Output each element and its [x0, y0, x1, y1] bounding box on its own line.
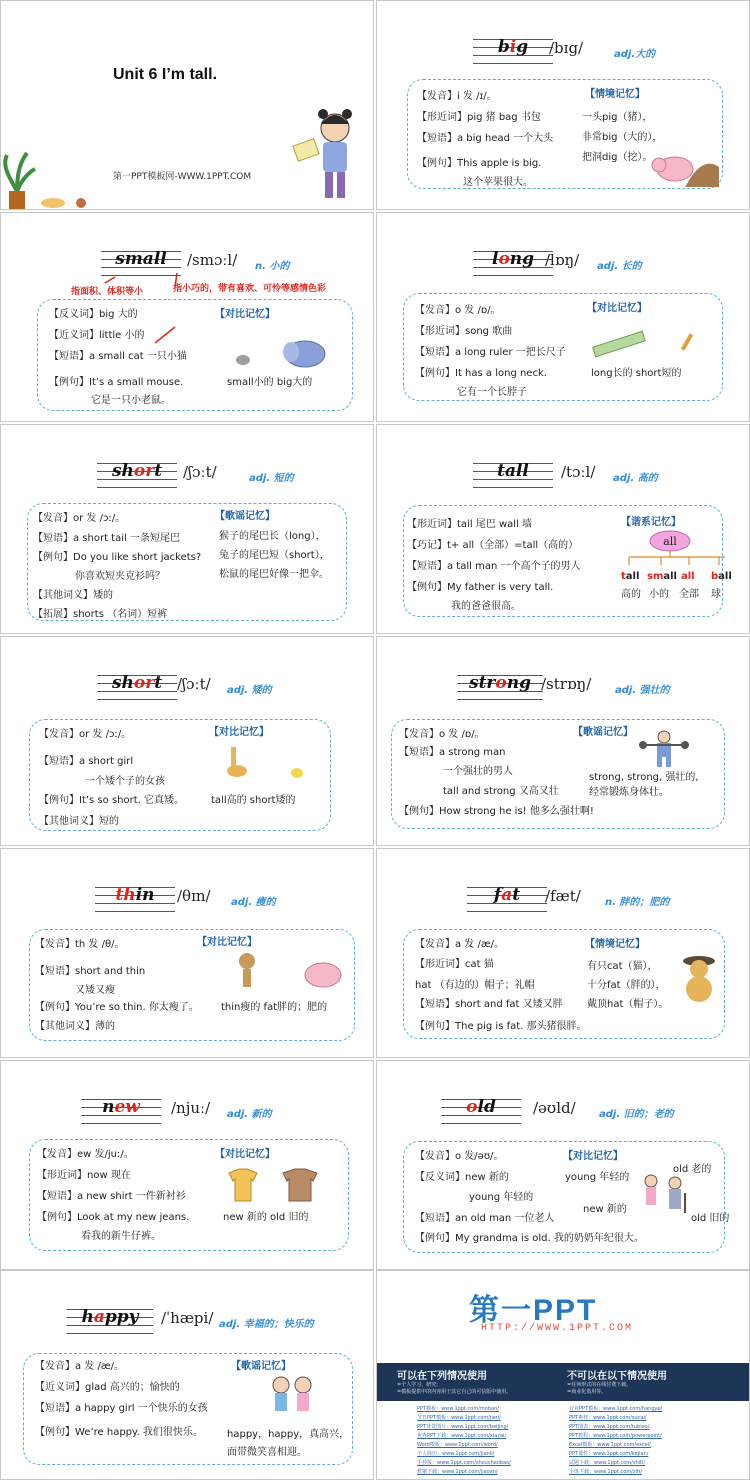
contrast-labels: long长的 short短的: [591, 368, 682, 379]
phonetic: /tɔːl/: [561, 463, 596, 481]
row-phrase: 【短语】a short tail 一条短尾巴: [33, 533, 180, 544]
link-right-3[interactable]: PPT教程：www.1ppt.com/powerpoint/: [569, 1433, 662, 1439]
row-pronunciation: 【发音】o 发 /ɒ/。: [399, 729, 485, 740]
label-contrast-memory: 【对比记忆】: [587, 303, 647, 314]
row-trick: 【巧记】t+ all（全部）=tall（高的）: [407, 540, 579, 551]
brand-logo: 第一PPT: [469, 1294, 598, 1327]
part-of-speech: adj. 短的: [249, 473, 294, 484]
word-short: short: [111, 461, 163, 481]
row-phrase: 【短语】an old man 一位老人: [415, 1213, 555, 1224]
phrase-translation: 又矮又瘦: [75, 985, 115, 996]
contrast-labels: thin瘦的 fat胖的；肥的: [221, 1002, 328, 1013]
word-tall: tall: [497, 461, 529, 481]
slide-thin[interactable]: [0, 848, 374, 1058]
row-other-meaning: 【其他词义】短的: [39, 816, 119, 827]
weightlifter-illustration: [639, 727, 689, 769]
row-similar: 【形近词】tail 尾巴 wall 墙: [407, 519, 533, 530]
row-pronunciation: 【发音】or 发 /ɔː/。: [33, 513, 126, 524]
row-extension: 【拓展】shorts （名词）短裤: [33, 609, 168, 620]
word-heading: [473, 459, 553, 489]
contrast-labels: tall高的 short矮的: [211, 795, 296, 806]
row-phrase: 【短语】a new shirt 一件新衬衫: [37, 1191, 186, 1202]
label-rhyme-memory: 【歌谣记忆】: [573, 727, 633, 738]
row-phrase: 【短语】short and thin: [35, 966, 146, 977]
rhyme-line-3: 松鼠的尾巴好像一把伞。: [219, 569, 329, 580]
label-scenario-memory: 【情境记忆】: [585, 89, 645, 100]
example-translation: 我的爸爸很高。: [451, 601, 521, 612]
row-similar: 【形近词】song 歌曲: [415, 326, 513, 337]
phonetic: /ʃɔːt/: [177, 675, 211, 693]
row-phrase: 【短语】a small cat 一只小猫: [49, 351, 187, 362]
memory-line-3: 戴顶hat（帽子）。: [587, 999, 669, 1010]
row-example: 【例句】Look at my new jeans.: [37, 1212, 190, 1223]
word-heading: [473, 247, 553, 277]
label-rhyme-memory: 【歌谣记忆】: [231, 1361, 291, 1372]
row-phrase: 【短语】a long ruler 一把长尺子: [415, 347, 566, 358]
phrase-translation: 一个矮个子的女孩: [85, 776, 165, 787]
phrase-2: tall and strong 又高又壮: [443, 786, 559, 797]
link-left-2[interactable]: PPT背景图片：www.1ppt.com/beijing/: [417, 1424, 509, 1430]
forbidden-line-2: =商业化盗用等。: [567, 1389, 607, 1395]
word-fat: fat: [493, 885, 521, 905]
phonetic: /bɪg/: [549, 39, 584, 57]
slide-small[interactable]: [0, 212, 374, 422]
girl-reading-illustration: [291, 106, 371, 206]
row-similar: 【形近词】cat 猫: [415, 959, 494, 970]
rhyme-line-1: 猴子的尾巴长（long），: [219, 531, 326, 542]
link-left-4[interactable]: Word模板：www.1ppt.com/word/: [417, 1442, 498, 1448]
link-right-7[interactable]: 字体下载：www.1ppt.com/ziti/: [569, 1469, 642, 1475]
family-word-tall: tall: [621, 571, 640, 582]
rhyme-line-2: 面带微笑喜相迎。: [227, 1447, 307, 1458]
row-example: 【例句】My grandma is old. 我的奶奶年纪很大。: [415, 1233, 644, 1244]
allowed-line-2: =模板提供中的内容用于其它自己的可信版中使用。: [397, 1389, 512, 1395]
brand-url[interactable]: HTTP://WWW.1PPT.COM: [481, 1323, 634, 1334]
contrast-new: new 新的: [583, 1204, 627, 1215]
row-pronunciation: 【发音】or 发 /ɔː/。: [39, 729, 132, 740]
family-meaning-1: 小的: [649, 589, 669, 600]
row-phrase: 【短语】a short girl: [39, 756, 134, 767]
slide-old[interactable]: [376, 1060, 750, 1270]
word-big: big: [497, 37, 529, 57]
part-of-speech: adj. 新的: [227, 1109, 272, 1120]
contrast-labels: small小的 big大的: [227, 377, 313, 388]
slide-big[interactable]: [376, 0, 750, 210]
memory-line-2: 非常big（大的），: [582, 132, 663, 143]
allowed-line-1: =个人学习、研究;: [397, 1382, 438, 1388]
rhyme-line-2: 经常锻炼身体壮。: [589, 787, 669, 798]
row-similar: 【形近词】pig 猪 bag 书包: [417, 112, 541, 123]
phonetic: /θɪn/: [177, 887, 211, 905]
part-of-speech: adj. 瘦的: [231, 897, 276, 908]
family-meaning-0: 高的: [621, 589, 641, 600]
family-word-small: small: [647, 571, 677, 582]
word-heading: [441, 1095, 521, 1125]
word-small: small: [115, 249, 167, 269]
part-of-speech: adj. 长的: [597, 261, 642, 272]
row-synonym: 【近义词】little 小的: [49, 330, 145, 341]
example-translation: 它有一个长脖子: [457, 387, 527, 398]
row-other-meaning: 【其他词义】薄的: [35, 1021, 115, 1032]
label-contrast-memory: 【对比记忆】: [209, 727, 269, 738]
link-left-6[interactable]: 手抄报：www.1ppt.com/shouchaobao/: [417, 1460, 511, 1466]
word-heading: [97, 459, 177, 489]
link-left-5[interactable]: 个人简历：www.1ppt.com/jianli/: [417, 1451, 495, 1457]
row-phrase: 【短语】a big head 一个大头: [417, 133, 554, 144]
promo-band: [377, 1363, 750, 1480]
phrase-translation: 一个强壮的男人: [443, 766, 513, 777]
phonetic: /fæt/: [545, 887, 581, 905]
row-pronunciation: 【发音】i 发 /ɪ/。: [417, 91, 497, 102]
row-phrase: 【短语】a tall man 一个高个子的男人: [407, 561, 581, 572]
slide-fat[interactable]: [376, 848, 750, 1058]
link-left-7[interactable]: 教案下载：www.1ppt.com/jiaoan/: [417, 1469, 498, 1475]
rhyme-line-2: 兔子的尾巴短（short），: [219, 550, 330, 561]
allowed-title: 可以在下列情况使用: [397, 1371, 487, 1382]
link-left-3[interactable]: 优秀PPT下载：www.1ppt.com/xiazai/: [417, 1433, 507, 1439]
slide-new[interactable]: [0, 1060, 374, 1270]
slide-promo[interactable]: [376, 1270, 750, 1480]
label-scenario-memory: 【情境记忆】: [585, 939, 645, 950]
row-example: 【例句】My father is very tall.: [407, 582, 554, 593]
label-contrast-memory: 【对比记忆】: [215, 1149, 275, 1160]
word-strong: strong: [469, 673, 531, 693]
row-example: 【例句】It’s so short. 它真矮。: [39, 795, 184, 806]
word-heading: [67, 1305, 153, 1335]
label-contrast-memory: 【对比记忆】: [215, 309, 275, 320]
label-rhyme-memory: 【歌谣记忆】: [215, 511, 275, 522]
label-family-memory: 【谐系记忆】: [621, 517, 681, 528]
part-of-speech: adj. 旧的；老的: [599, 1109, 674, 1120]
slide-strong[interactable]: [376, 636, 750, 846]
slide-title[interactable]: [0, 0, 374, 210]
slide-short-length[interactable]: [0, 424, 374, 634]
forbidden-line-1: =任何形式的在线付费下载。: [567, 1382, 632, 1388]
memory-line-1: 有只cat（猫），: [587, 961, 658, 972]
plant-and-cat-illustration: [1, 141, 101, 210]
word-heading: [473, 35, 553, 65]
word-family-tree: [617, 529, 737, 569]
girl-and-grandpa-illustration: [639, 1173, 691, 1219]
row-antonym: 【反义词】new 新的: [415, 1172, 509, 1183]
row-example: 【例句】How strong he is! 他多么强壮啊!: [399, 806, 594, 817]
contrast-old-thing: old 旧的: [691, 1213, 730, 1224]
family-center-word: all: [663, 535, 677, 548]
row-pronunciation: 【发音】a 发 /æ/。: [35, 1361, 125, 1372]
phonetic: /ʃɔːt/: [183, 463, 217, 481]
family-word-all: all: [681, 571, 695, 582]
memory-line-1: 一头pig（猪），: [582, 112, 653, 123]
phonetic: /njuː/: [171, 1099, 211, 1117]
row-phrase: 【短语】a happy girl 一个快乐的女孩: [35, 1403, 208, 1414]
link-right-2[interactable]: PPT图表：www.1ppt.com/tubiao/: [569, 1424, 650, 1430]
row-example: 【例句】This apple is big.: [417, 158, 542, 169]
slide-long[interactable]: [376, 212, 750, 422]
example-translation: 这个苹果很大。: [463, 177, 533, 188]
contrast-labels: new 新的 old 旧的: [223, 1212, 309, 1223]
link-left-0[interactable]: PPT模板：www.1ppt.com/moban/: [417, 1406, 499, 1412]
page-subtitle: 第一PPT模板网-WWW.1PPT.COM: [113, 172, 252, 182]
annotation-size: 指面积、体积等小: [71, 287, 144, 297]
row-similar: 【形近词】now 现在: [37, 1170, 131, 1181]
phonetic: /ˈhæpi/: [161, 1309, 214, 1327]
link-right-5[interactable]: PPT课件：www.1ppt.com/kejian/: [569, 1451, 649, 1457]
slide-tall[interactable]: [376, 424, 750, 634]
family-word-ball: ball: [711, 571, 732, 582]
monkey-and-pig-illustration: [227, 949, 351, 993]
memory-line-3: 把洞dig（挖）。: [582, 152, 653, 163]
contrast-old-person: old 老的: [673, 1164, 712, 1175]
row-synonym: 【近义词】glad 高兴的；愉快的: [35, 1382, 180, 1393]
row-example: 【例句】We’re happy. 我们很快乐。: [35, 1427, 203, 1438]
pig-digging-illustration: [645, 147, 719, 189]
phonetic: /əʊld/: [533, 1099, 576, 1117]
happy-kids-illustration: [267, 1371, 319, 1421]
word-heading: [95, 883, 175, 913]
contrast-young: young 年轻的: [565, 1172, 630, 1183]
example-translation: 它是一只小老鼠。: [91, 395, 171, 406]
word-heading: [467, 883, 547, 913]
label-contrast-memory: 【对比记忆】: [563, 1151, 623, 1162]
annotation-cute: 指小巧的，带有喜欢、可怜等感情色彩: [173, 284, 327, 294]
link-right-0[interactable]: 行业PPT模板：www.1ppt.com/hangye/: [569, 1406, 663, 1412]
row-example: 【例句】You’re so thin. 你太瘦了。: [35, 1002, 199, 1013]
row-example: 【例句】It’s a small mouse.: [49, 377, 184, 388]
link-right-6[interactable]: 试题下载：www.1ppt.com/shiti/: [569, 1460, 646, 1466]
part-of-speech: adj. 矮的: [227, 685, 272, 696]
part-of-speech: adj.大的: [614, 49, 656, 60]
label-contrast-memory: 【对比记忆】: [197, 937, 257, 948]
row-example: 【例句】The pig is fat. 那头猪很胖。: [415, 1021, 587, 1032]
row-pronunciation: 【发音】o 发/əʊ/。: [415, 1151, 504, 1162]
link-right-1[interactable]: PPT素材：www.1ppt.com/sucai/: [569, 1415, 647, 1421]
mouse-and-elephant-illustration: [231, 338, 331, 374]
memory-line-2: 十分fat（胖的），: [587, 980, 666, 991]
row-pronunciation: 【发音】ew 发/juː/。: [37, 1149, 134, 1160]
page-title: Unit 6 I’m tall.: [113, 66, 218, 83]
word-thin: thin: [115, 885, 155, 905]
row-pronunciation: 【发音】a 发 /æ/。: [415, 939, 505, 950]
word-short: short: [111, 673, 163, 693]
slide-happy[interactable]: [0, 1270, 374, 1480]
phonetic: /strɒŋ/: [541, 675, 592, 693]
shirts-illustration: [223, 1167, 333, 1203]
link-right-4[interactable]: Excel模板：www.1ppt.com/excel/: [569, 1442, 651, 1448]
word-long: long: [491, 249, 535, 269]
word-old: old: [466, 1097, 496, 1117]
cat-with-hat-illustration: [677, 949, 723, 1005]
word-heading: [97, 671, 177, 701]
word-new: new: [102, 1097, 140, 1117]
rhyme-line-1: happy，happy，真高兴，: [227, 1429, 350, 1440]
word-heading: [81, 1095, 161, 1125]
row-phrase: 【短语】a strong man: [399, 747, 506, 758]
row-example: 【例句】Do you like short jackets?: [33, 552, 202, 563]
family-meaning-3: 球: [711, 589, 721, 600]
row-phrase: 【短语】short and fat 又矮又胖: [415, 999, 563, 1010]
ruler-and-pencil-illustration: [589, 325, 709, 361]
row-pronunciation: 【发音】o 发 /ɒ/。: [415, 305, 501, 316]
rhyme-line-1: strong, strong, 强壮的,: [589, 772, 699, 783]
word-happy: happy: [81, 1307, 139, 1327]
example-translation: 看我的新牛仔裤。: [81, 1231, 161, 1242]
part-of-speech: adj. 高的: [613, 473, 658, 484]
slide-short-height[interactable]: [0, 636, 374, 846]
antonym-2: young 年轻的: [469, 1192, 534, 1203]
phonetic: /lɒŋ/: [545, 251, 580, 269]
link-left-1[interactable]: 节日PPT模板：www.1ppt.com/jieri/: [417, 1415, 501, 1421]
giraffe-and-duck-illustration: [219, 741, 319, 787]
row-pronunciation: 【发音】th 发 /θ/。: [35, 939, 125, 950]
phonetic: /smɔːl/: [187, 251, 238, 269]
part-of-speech: adj. 强壮的: [615, 685, 670, 696]
part-of-speech: adj. 幸福的；快乐的: [219, 1319, 314, 1330]
part-of-speech: n. 小的: [255, 261, 290, 272]
example-translation: 你喜欢短夹克衫吗？: [75, 571, 165, 582]
family-meaning-2: 全部: [679, 589, 699, 600]
row-antonym: 【反义词】big 大的: [49, 309, 138, 320]
word-heading: [457, 671, 543, 701]
row-example: 【例句】It has a long neck.: [415, 368, 547, 379]
part-of-speech: n. 胖的；肥的: [605, 897, 670, 908]
row-other-meaning: 【其他词义】矮的: [33, 590, 113, 601]
similar-2: hat （有边的）帽子；礼帽: [415, 980, 535, 991]
forbidden-title: 不可以在以下情况使用: [567, 1371, 667, 1382]
